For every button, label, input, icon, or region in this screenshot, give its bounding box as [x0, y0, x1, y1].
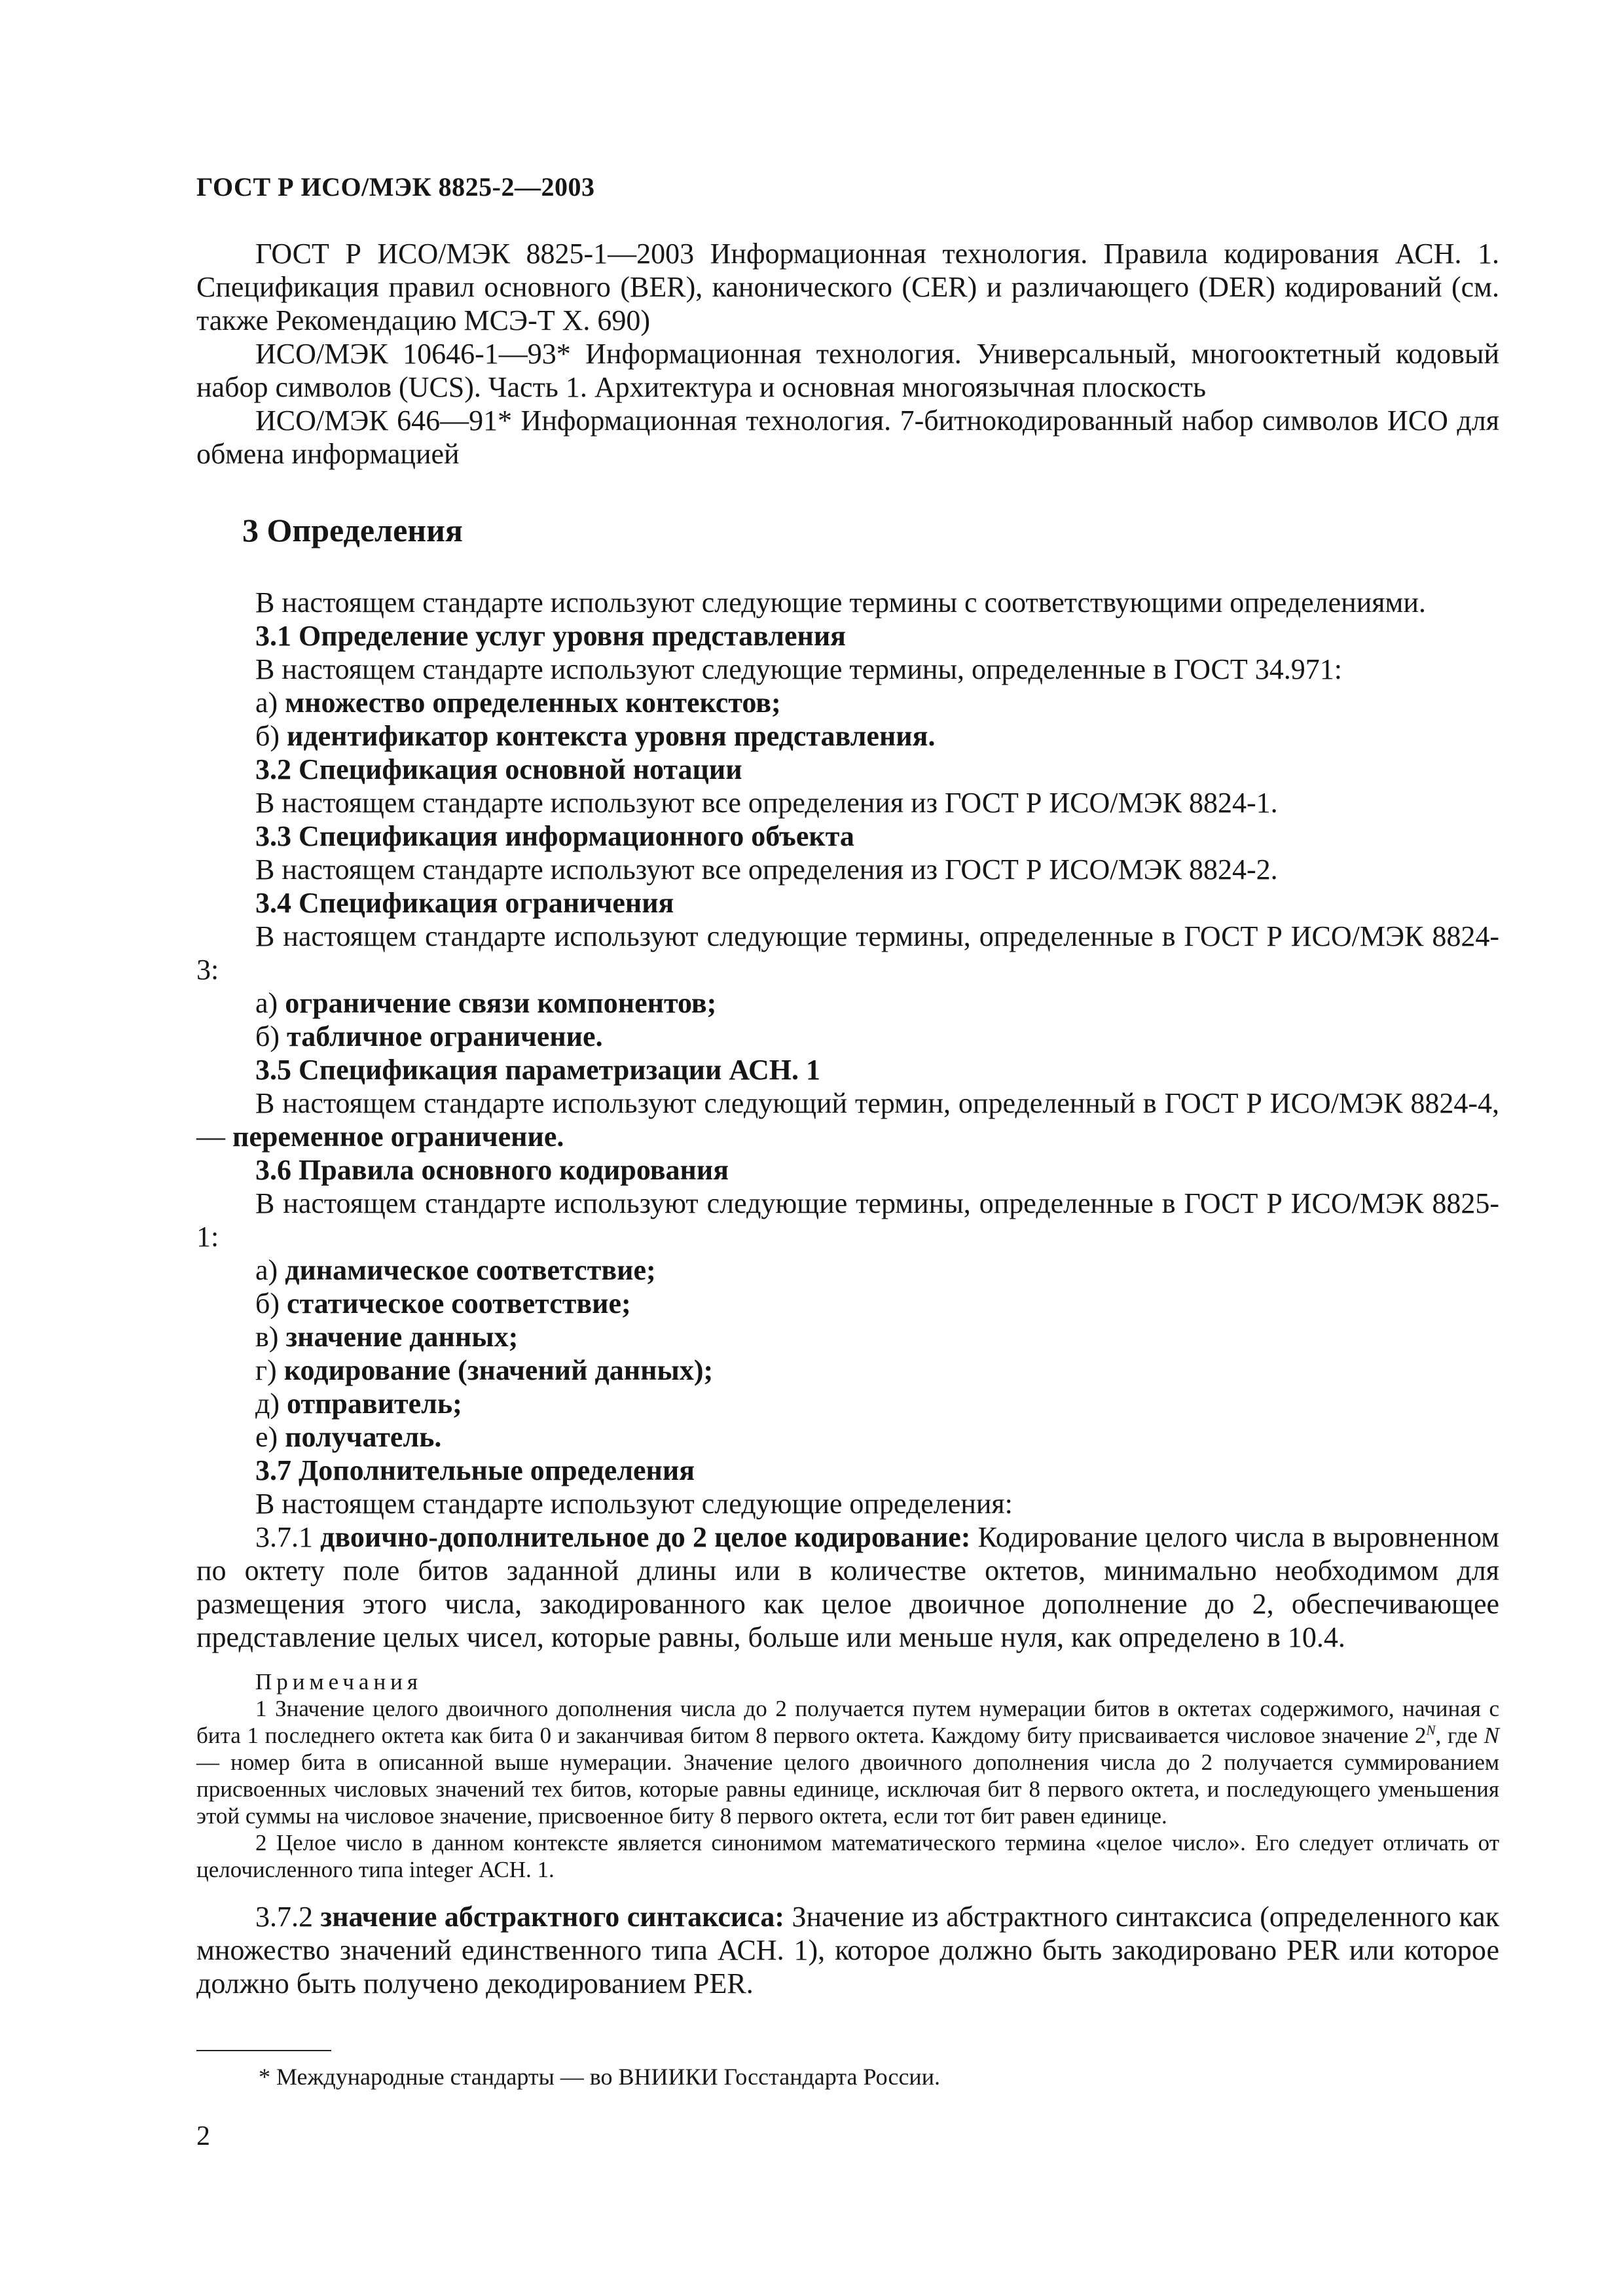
subsection-text: В настоящем стандарте используют следующие определения:: [255, 1488, 1013, 1520]
note-2: 2 Целое число в данном контексте является синонимом математического термина «целое число». Его следует отличать от целочисленного типа integer АСН. 1.: [196, 1830, 1499, 1882]
list-item: [196, 1253, 1499, 1287]
subsection-title: 3.2 Спецификация основной нотации: [255, 753, 742, 785]
definition-term: двоично-дополнительное до 2 целое кодирование:: [320, 1521, 971, 1553]
list-item: [196, 686, 1499, 719]
list-item: [196, 1287, 1499, 1320]
reference-entry: ИСО/МЭК 10646-1—93* Информационная технология. Универсальный, многооктетный кодовый набор символов (UCS). Часть 1. Архитектура и основная многоязычная плоскость: [196, 338, 1499, 403]
subsection-title: 3.6 Правила основного кодирования: [255, 1154, 729, 1186]
reference-entry: ИСО/МЭК 646—91* Информационная технология. 7-битнокодированный набор символов ИСО для обмена информацией: [196, 404, 1499, 470]
list-term: значение данных;: [285, 1321, 519, 1353]
definition-number: 3.7.2: [255, 1901, 313, 1933]
subsection-title: 3.7 Дополнительные определения: [255, 1454, 695, 1486]
definition-paragraph: [196, 1520, 1499, 1654]
list-marker: а): [255, 1254, 278, 1286]
subsection-text: [196, 1086, 1499, 1153]
note-1-text-b: , где: [1435, 1723, 1478, 1748]
list-marker: а): [255, 987, 278, 1019]
exponent-n: N: [1426, 1722, 1436, 1738]
section-title: 3 Определения: [242, 512, 463, 548]
notes-title: Примечания: [255, 1669, 423, 1695]
list-term: получатель.: [285, 1421, 442, 1453]
list-marker: б): [255, 720, 280, 752]
running-header: ГОСТ Р ИСО/МЭК 8825-2—2003: [196, 172, 595, 202]
subsection-text: В настоящем стандарте используют следующие термины, определенные в ГОСТ Р ИСО/МЭК 8824-3:: [196, 920, 1499, 986]
list-marker: б): [255, 1287, 280, 1319]
note-1-text-a: 1 Значение целого двоичного дополнения числа до 2 получается путем нумерации битов в октетах содержимого, начиная с бита 1 последнего октета как бита 0 и заканчивая битом 8 первого октета. Каждому биту присваивается числовое значение 2: [196, 1696, 1499, 1748]
reference-entry: ГОСТ Р ИСО/МЭК 8825-1—2003 Информационная технология. Правила кодирования АСН. 1. Спецификация правил основного (BER), канонического (CER) и различающего (DER) кодирований (см. также Рекомендацию МСЭ-Т X. 690): [196, 238, 1499, 336]
definition-text: Кодирование целого числа в выровненном по октету поле битов заданной длины или в количестве октетов, минимально необходимом для размещения этого числа, закодированного как целое двоичное дополнение до 2, обеспечивающее представление целых чисел, которые равны, больше или меньше нуля, как определено в 10.4.: [196, 1521, 1500, 1653]
list-item: [196, 719, 1499, 753]
list-marker: в): [255, 1321, 279, 1353]
footnote-divider: [196, 2050, 331, 2051]
subsection-text: В настоящем стандарте используют все определения из ГОСТ Р ИСО/МЭК 8824-1.: [255, 787, 1278, 819]
list-term: статическое соответствие;: [287, 1287, 631, 1319]
list-term: табличное ограничение.: [287, 1020, 603, 1052]
section-intro: В настоящем стандарте используют следующие термины с соответствующими определениями.: [255, 586, 1426, 619]
subsection-title: 3.5 Спецификация параметризации АСН. 1: [255, 1054, 820, 1086]
page-number: 2: [196, 2121, 210, 2151]
list-term: множество определенных контекстов;: [285, 687, 781, 719]
page-body: [196, 237, 1499, 2000]
list-item: [196, 1354, 1499, 1387]
subsection-title: 3.1 Определение услуг уровня представления: [255, 620, 846, 652]
subsection-text: В настоящем стандарте используют все определения из ГОСТ Р ИСО/МЭК 8824-2.: [255, 853, 1278, 886]
list-marker: д): [255, 1388, 280, 1420]
definition-text: Значение из абстрактного синтаксиса (определенного как множество значений единственного типа АСН. 1), которое должно быть закодировано PER или которое должно быть получено декодированием PER.: [196, 1901, 1499, 2000]
notes-block: [196, 1668, 1499, 1883]
footnote: * Международные стандарты — во ВНИИКИ Госстандарта России.: [259, 2064, 940, 2090]
subsection-text: В настоящем стандарте используют следующие термины, определенные в ГОСТ 34.971:: [255, 653, 1342, 685]
list-item: [196, 1387, 1499, 1420]
list-item: [196, 1320, 1499, 1354]
list-term: динамическое соответствие;: [285, 1254, 656, 1286]
definition-term: значение абстрактного синтаксиса:: [320, 1901, 784, 1933]
list-marker: а): [255, 687, 278, 719]
variable-n: N: [1484, 1723, 1499, 1748]
list-marker: е): [255, 1421, 278, 1453]
defined-term: переменное ограничение.: [232, 1121, 564, 1153]
note-1-text-c: — номер бита в описанной выше нумерации. Значение целого двоичного дополнения числа до 2 получается суммированием присвоенных числовых значений тех битов, которые равны единице, исключая бит 8 первого октета, и последующего уменьшения этой суммы на числовое значение, присвоенное биту 8 первого октета, если тот бит равен единице.: [196, 1749, 1499, 1829]
list-term: кодирование (значений данных);: [283, 1354, 714, 1386]
list-item: [196, 1420, 1499, 1454]
subsection-title: 3.4 Спецификация ограничения: [255, 887, 674, 919]
subsection-text-lead: В настоящем стандарте используют следующий термин, определенный в ГОСТ Р ИСО/МЭК 8824-4, —: [196, 1087, 1499, 1153]
list-term: идентификатор контекста уровня представления.: [287, 720, 936, 752]
list-term: отправитель;: [287, 1388, 462, 1420]
list-marker: г): [255, 1354, 277, 1386]
list-item: [196, 1020, 1499, 1053]
definition-number: 3.7.1: [255, 1521, 313, 1553]
list-term: ограничение связи компонентов;: [285, 987, 717, 1019]
note-1: [196, 1695, 1499, 1829]
subsection-title: 3.3 Спецификация информационного объекта: [255, 820, 854, 852]
list-marker: б): [255, 1020, 280, 1052]
definition-paragraph: [196, 1900, 1499, 2000]
subsection-text: В настоящем стандарте используют следующие термины, определенные в ГОСТ Р ИСО/МЭК 8825-1:: [196, 1187, 1499, 1253]
list-item: [196, 986, 1499, 1020]
